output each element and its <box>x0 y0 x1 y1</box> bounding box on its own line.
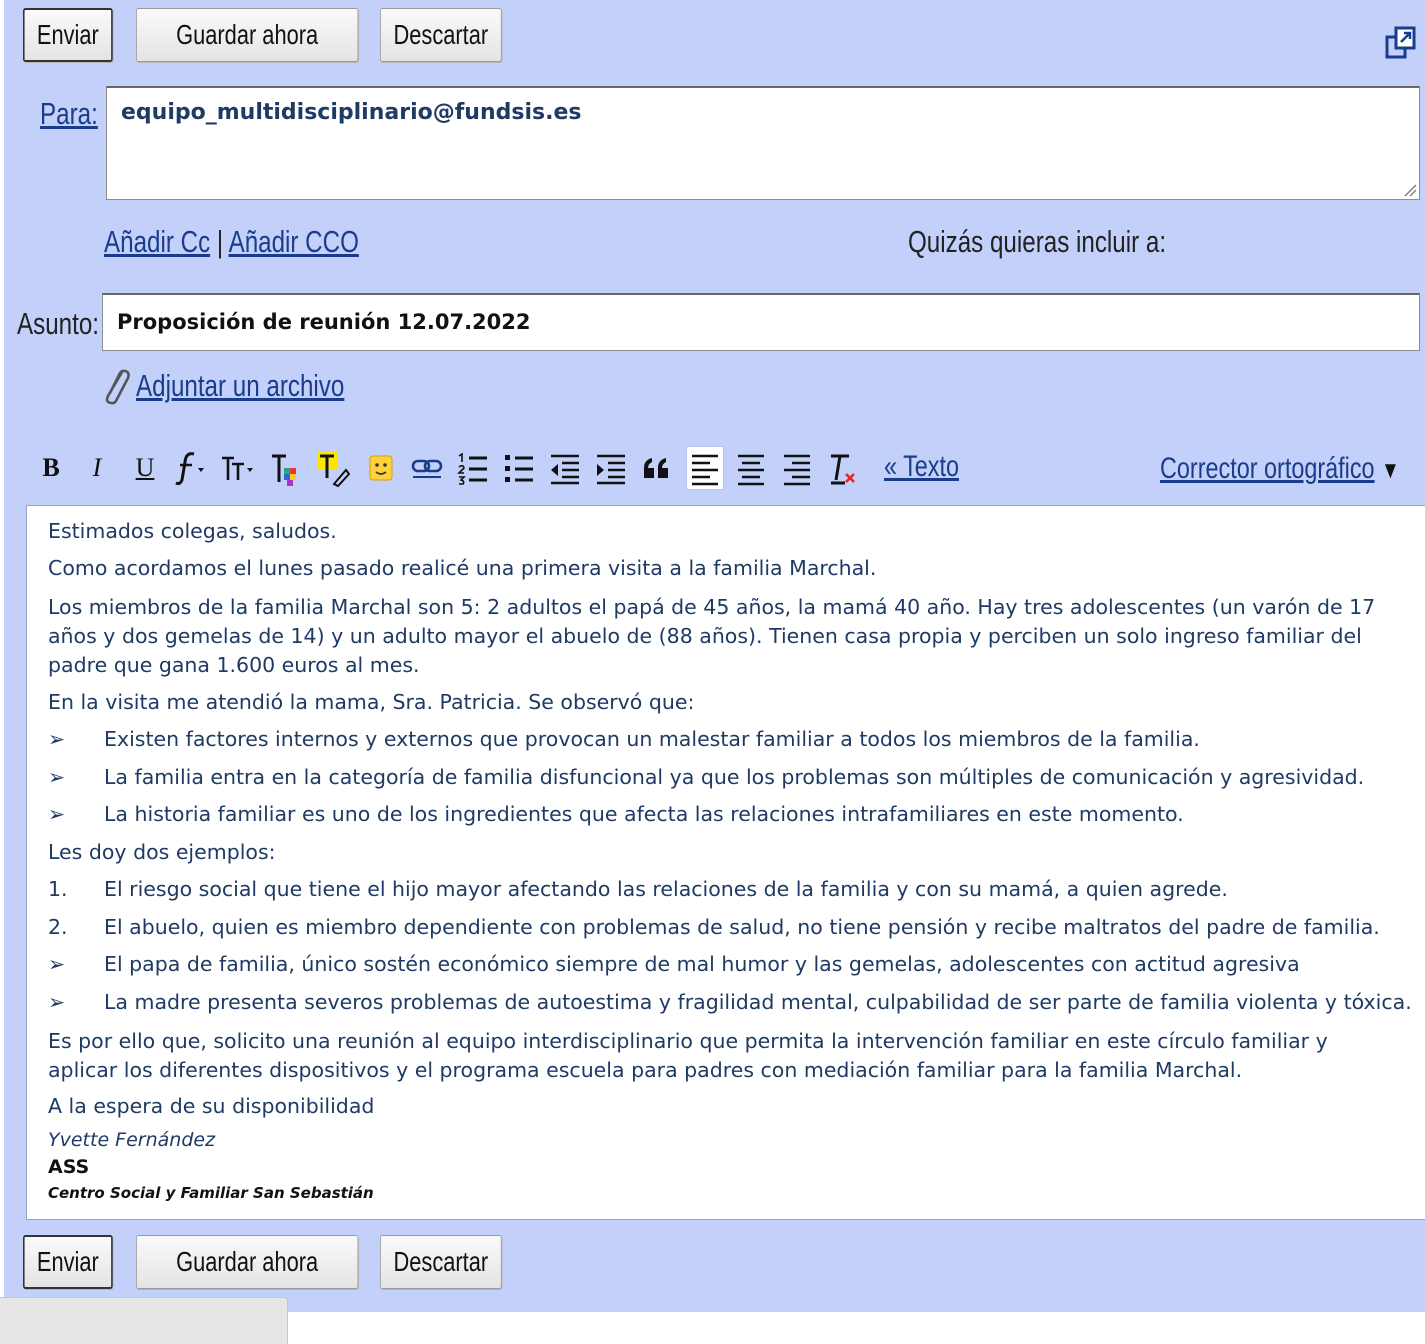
arrow-bullet-icon: ➢ <box>48 727 66 751</box>
italic-button[interactable]: I <box>92 453 102 482</box>
list-item-text: El papa de familia, único sostén económico siempre de mal humor y las gemelas, adolescentes con actitud agresiva <box>104 952 1300 976</box>
subject-value: Proposición de reunión 12.07.2022 <box>117 310 531 334</box>
attach-file-link[interactable]: Adjuntar un archivo <box>136 368 345 403</box>
body-paragraph-5: Es por ello que, solicito una reunión al equipo interdisciplinario que permita la intervención familiar en este círculo familiar y aplicar los diferentes dispositivos y el programa escuela para padres con mediación familiar para la familia Marchal. <box>48 1029 1328 1082</box>
to-value: equipo_multidisciplinario@fundsis.es <box>121 100 582 125</box>
chevron-down-icon[interactable]: ▼ <box>1381 457 1400 484</box>
spellcheck-control[interactable] <box>1160 452 1400 486</box>
link-icon[interactable] <box>410 448 444 488</box>
align-right-icon[interactable] <box>780 448 814 488</box>
list-item-text: La familia entra en la categoría de familia disfuncional ya que los problemas son múltiples de comunicación y agresividad. <box>104 765 1365 789</box>
subject-field[interactable] <box>102 293 1420 351</box>
highlight-color-icon[interactable] <box>316 448 350 488</box>
quote-icon[interactable] <box>640 448 674 488</box>
paperclip-icon <box>102 366 132 406</box>
discard-button[interactable]: Descartar <box>380 8 502 62</box>
list-item-text: Existen factores internos y externos que provocan un malestar familiar a todos los miembros de la familia. <box>104 727 1200 751</box>
popout-window-icon[interactable] <box>1384 24 1418 62</box>
list-item-text: El riesgo social que tiene el hijo mayor afectando las relaciones de la familia y con su mamá, a quien agrede. <box>104 877 1228 901</box>
body-paragraph-4: Les doy dos ejemplos: <box>48 840 276 864</box>
subject-label: Asunto: <box>17 306 99 341</box>
cc-separator: | <box>216 224 224 259</box>
save-now-button-bottom[interactable]: Guardar ahora <box>136 1235 358 1289</box>
indent-less-icon[interactable] <box>548 448 582 488</box>
resize-grip-icon[interactable] <box>1403 183 1417 197</box>
list-item-text: La madre presenta severos problemas de autoestima y fragilidad mental, culpabilidad de ser parte de familia violenta y tóxica. <box>104 990 1412 1014</box>
formatting-toolbar <box>34 446 1424 492</box>
signature-organization: Centro Social y Familiar San Sebastián <box>48 1184 374 1202</box>
to-label-link[interactable]: Para: <box>40 96 98 131</box>
message-body-editor[interactable] <box>26 505 1425 1220</box>
signature-name: Yvette Fernández <box>48 1129 216 1151</box>
body-greeting: Estimados colegas, saludos. <box>48 519 337 543</box>
text-color-icon[interactable] <box>268 448 302 488</box>
align-center-icon[interactable] <box>734 448 768 488</box>
bulleted-list-icon[interactable] <box>502 448 536 488</box>
arrow-bullet-icon: ➢ <box>48 802 66 826</box>
discard-button-bottom[interactable]: Descartar <box>380 1235 502 1289</box>
body-paragraph-3: En la visita me atendió la mama, Sra. Patricia. Se observó que: <box>48 690 695 714</box>
arrow-bullet-icon: ➢ <box>48 990 66 1014</box>
add-bcc-link[interactable]: Añadir CCO <box>228 224 359 259</box>
font-size-icon[interactable] <box>220 448 254 488</box>
list-item-text: La historia familiar es uno de los ingredientes que afecta las relaciones intrafamiliares en este momento. <box>104 802 1184 826</box>
align-left-icon[interactable] <box>686 446 724 490</box>
signature-role: ASS <box>48 1156 90 1178</box>
arrow-bullet-icon: ➢ <box>48 952 66 976</box>
list-number: 2. <box>48 915 68 939</box>
save-now-button[interactable]: Guardar ahora <box>136 8 358 62</box>
plain-text-link[interactable]: « Texto <box>884 450 960 483</box>
bottom-window-tab <box>0 1297 288 1344</box>
arrow-bullet-icon: ➢ <box>48 765 66 789</box>
font-family-icon[interactable] <box>172 448 206 488</box>
body-paragraph-2: Los miembros de la familia Marchal son 5: 2 adultos el papá de 45 años, la mamá 40 año. Hay tres adolescentes (un varón de 17 años y dos gemelas de 14) y un adulto mayor el abuelo de (88 años). Tienen casa propia y perciben un solo ingreso familiar del padre que gana 1.600 euros al mes. <box>48 595 1376 677</box>
add-cc-link[interactable]: Añadir Cc <box>104 224 211 259</box>
bold-button[interactable]: B <box>42 453 60 482</box>
suggest-recipients-label: Quizás quieras incluir a: <box>908 224 1167 259</box>
body-closing: A la espera de su disponibilidad <box>48 1094 375 1118</box>
underline-button[interactable]: U <box>135 453 155 482</box>
emoticon-icon[interactable] <box>364 448 398 488</box>
spellcheck-link[interactable]: Corrector ortográfico <box>1160 452 1375 485</box>
compose-panel <box>4 0 1425 1312</box>
remove-formatting-icon[interactable] <box>826 448 860 488</box>
numbered-list-icon[interactable] <box>456 448 490 488</box>
send-button-bottom[interactable]: Enviar <box>23 1235 113 1289</box>
indent-more-icon[interactable] <box>594 448 628 488</box>
body-paragraph-1: Como acordamos el lunes pasado realicé una primera visita a la familia Marchal. <box>48 556 877 580</box>
list-item-text: El abuelo, quien es miembro dependiente con problemas de salud, no tiene pensión y recibe maltratos del padre de familia. <box>104 915 1380 939</box>
send-button[interactable]: Enviar <box>23 8 113 62</box>
list-number: 1. <box>48 877 68 901</box>
cc-bcc-links <box>104 224 359 260</box>
to-field[interactable] <box>106 86 1420 200</box>
